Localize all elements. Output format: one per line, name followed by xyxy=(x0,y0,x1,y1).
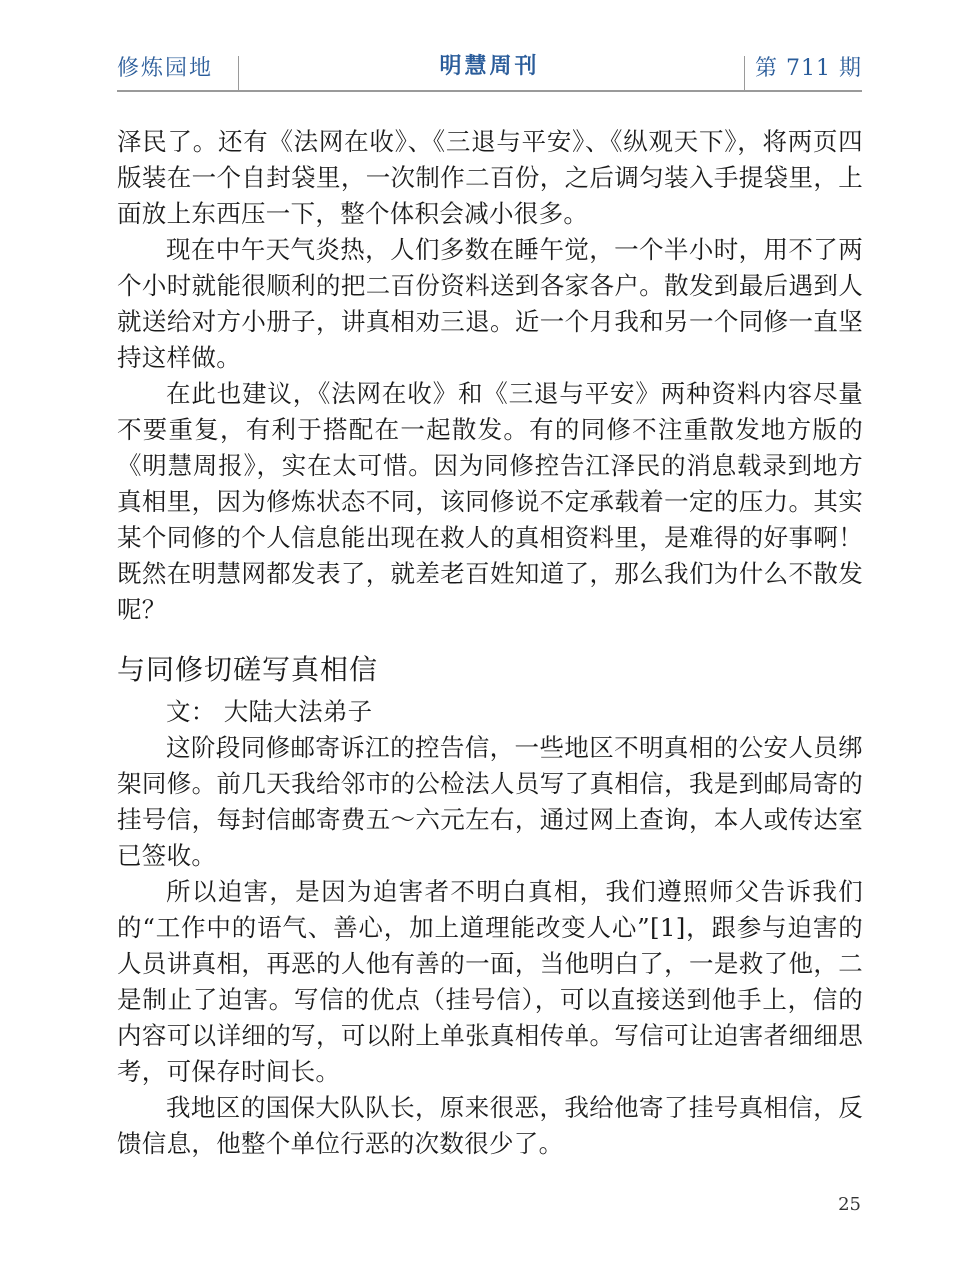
issue-number: 第 711 期 xyxy=(755,56,862,81)
header-rule xyxy=(117,90,862,92)
article-paragraph: 这阶段同修邮寄诉江的控告信，一些地区不明真相的公安人员绑架同修。前几天我给邻市的公检法人员写了真相信，我是到邮局寄的挂号信，每封信邮寄费五～六元左右，通过网上查询，本人或传达室已签收。 xyxy=(117,733,863,870)
continuation-paragraph: 在此也建议，《法网在收》和《三退与平安》两种资料内容尽量不要重复，有利于搭配在一起散发。有的同修不注重散发地方版的《明慧周报》，实在太可惜。因为同修控告江泽民的消息载录到地方真相里，因为修炼状态不同，该同修说不定承载着一定的压力。其实某个同修的个人信息能出现在救人的真相资料里，是难得的好事啊！既然在明慧网都发表了，就差老百姓知道了，那么我们为什么不散发呢？ xyxy=(117,379,863,624)
article-paragraph: 我地区的国保大队队长，原来很恶，我给他寄了挂号真相信，反馈信息，他整个单位行恶的次数很少了。 xyxy=(117,1093,863,1158)
continuation-paragraph: 现在中午天气炎热，人们多数在睡午觉，一个半小时，用不了两个小时就能很顺利的把二百份资料送到各家各户。散发到最后遇到人就送给对方小册子，讲真相劝三退。近一个月我和另一个同修一直坚持这样做。 xyxy=(117,235,863,372)
article-paragraph: 所以迫害，是因为迫害者不明白真相，我们遵照师父告诉我们的“工作中的语气、善心，加上道理能改变人心”[1]，跟参与迫害的人员讲真相，再恶的人他有善的一面，当他明白了，一是救了他，二是制止了迫害。写信的优点（挂号信），可以直接送到他手上，信的内容可以详细的写，可以附上单张真相传单。写信可让迫害者细细思考，可保存时间长。 xyxy=(117,877,863,1086)
publication-title: 明慧周刊 xyxy=(439,54,540,79)
section-title: 修炼园地 xyxy=(117,56,214,81)
page-number: 25 xyxy=(838,1194,861,1215)
article-title: 与同修切磋写真相信 xyxy=(117,653,379,686)
continuation-paragraph: 泽民了。还有《法网在收》、《三退与平安》、《纵观天下》，将两页四版装在一个自封袋里，一次制作二百份，之后调匀装入手提袋里，上面放上东西压一下，整个体积会减小很多。 xyxy=(117,127,863,228)
article-byline: 文： 大陆大法弟子 xyxy=(166,697,373,726)
header-divider-right xyxy=(744,56,745,92)
page-header xyxy=(117,48,862,92)
page-body xyxy=(117,124,863,1162)
